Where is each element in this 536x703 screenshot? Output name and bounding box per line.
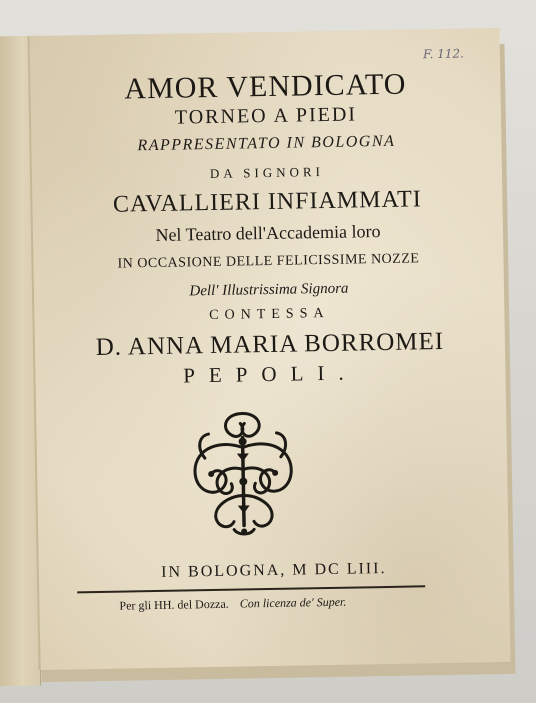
- title-page: [28, 28, 511, 670]
- main-title: AMOR VENDICATO: [124, 67, 407, 106]
- subtitle-performance: RAPPRESENTATO IN BOLOGNA: [137, 132, 396, 155]
- imprint-rule: [77, 585, 425, 593]
- dedicatee-surname: PEPOLI.: [183, 360, 358, 388]
- printer-name: Per gli HH. del Dozza.: [119, 596, 229, 613]
- venue-line: Nel Teatro dell'Accademia loro: [155, 221, 381, 245]
- shelfmark-annotation: F. 112.: [422, 46, 464, 62]
- subtitle: TORNEO A PIEDI: [174, 103, 358, 129]
- printer-line: [119, 595, 346, 614]
- dedication-line: Dell' Illustrissima Signora: [189, 280, 349, 300]
- academy-name: CAVALLIERI INFIAMMATI: [112, 186, 423, 218]
- licence-note: Con licenza de' Super.: [239, 594, 347, 611]
- subtitle-by: DA SIGNORI: [209, 164, 325, 182]
- occasion-line: IN OCCASIONE DELLE FELICISSIME NOZZE: [117, 251, 420, 272]
- dedicatee-name: D. ANNA MARIA BORROMEI: [95, 327, 445, 362]
- imprint-line: IN BOLOGNA, M DC LIII.: [161, 559, 387, 581]
- rank-line: CONTESSA: [209, 305, 330, 324]
- floral-ornament-icon: [184, 406, 302, 538]
